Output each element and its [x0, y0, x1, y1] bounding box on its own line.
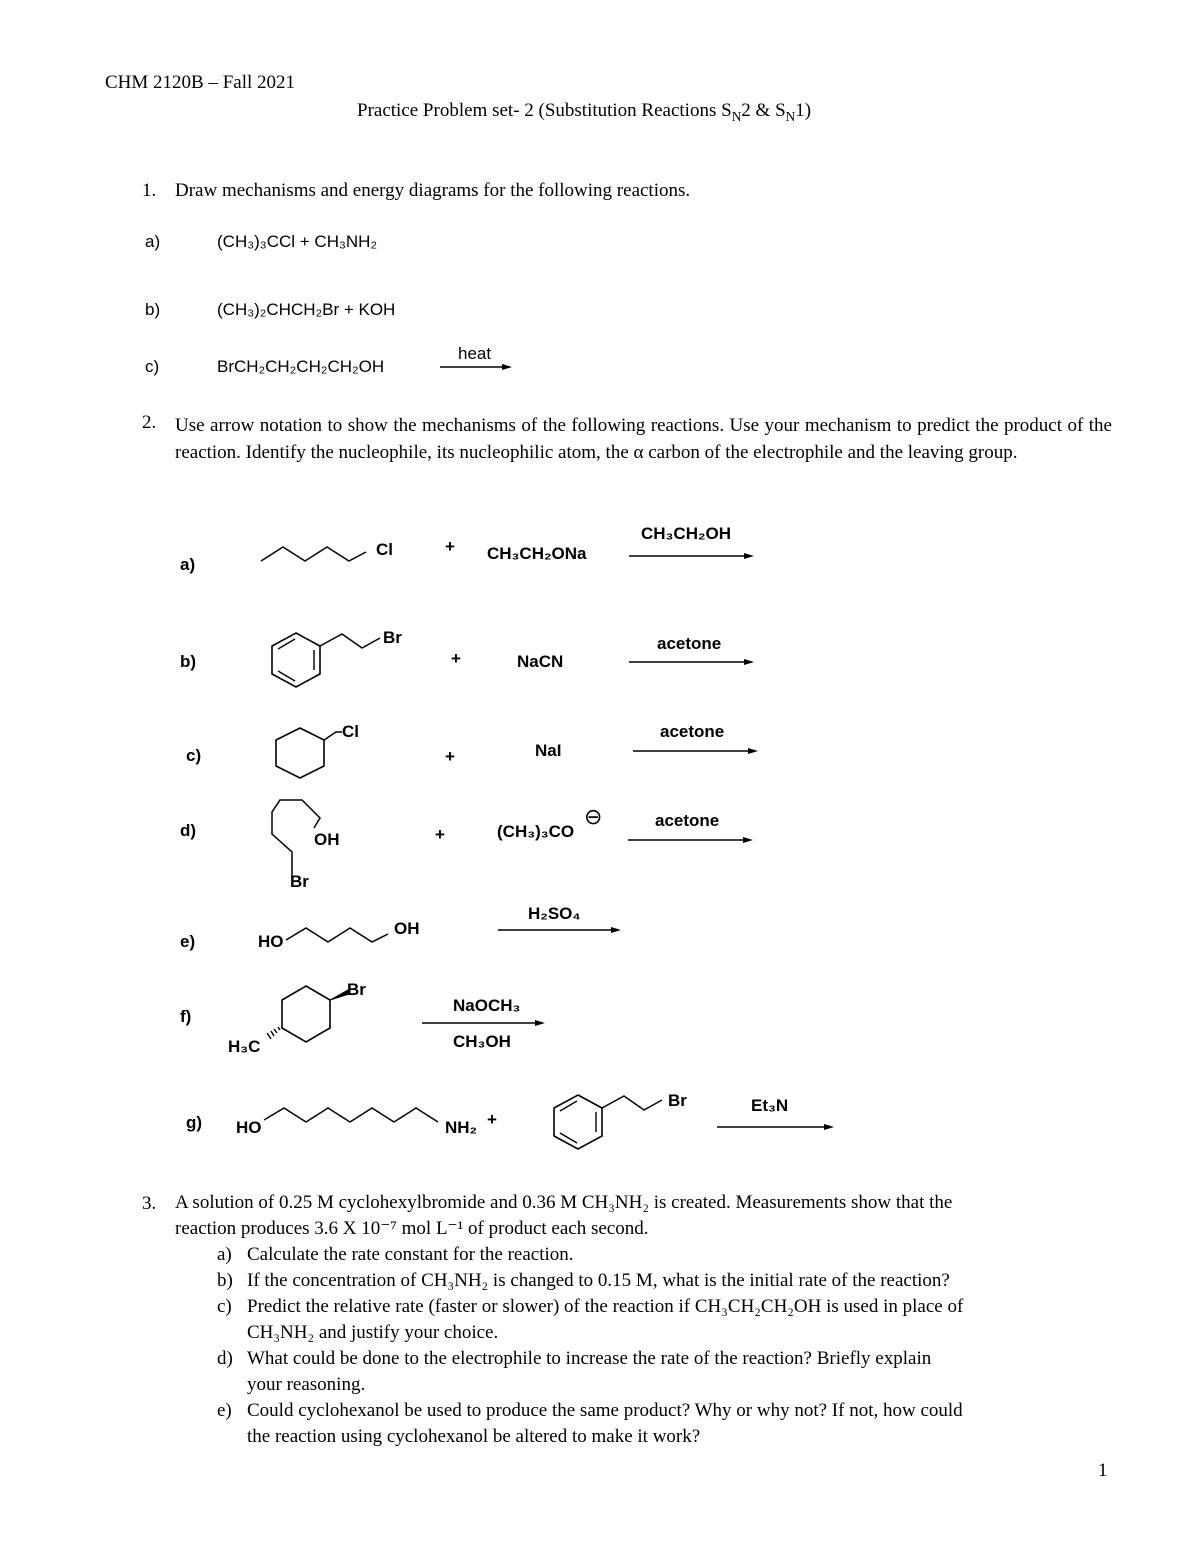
q2g-ho: HO: [236, 1118, 262, 1137]
q2a-plus: +: [445, 537, 455, 556]
q2e-oh: OH: [394, 919, 420, 938]
bromomethylcyclohexane-structure: [250, 978, 360, 1058]
q2g-label: g): [186, 1113, 203, 1132]
q3-item-label: a): [217, 1244, 232, 1265]
q2b-arrow: [627, 655, 757, 669]
q3-item-text: What could be done to the electrophile to increase the rate of the reaction? Briefly explain: [247, 1348, 932, 1369]
q2e-ho: HO: [258, 932, 284, 951]
q1c-label: c): [145, 357, 160, 376]
q2e-arrow: [496, 923, 626, 937]
q2c-arrow: [631, 744, 761, 758]
q3-item-label: e): [217, 1400, 232, 1421]
q2d-charge: ⊖: [584, 804, 603, 829]
q2d-condition: acetone: [655, 811, 720, 830]
q2g-arrow: [715, 1120, 837, 1134]
q3-item-d-cont: your reasoning.: [247, 1374, 366, 1395]
q2a-condition: CH₃CH₂OH: [641, 524, 732, 543]
q3-item-label: d): [217, 1348, 233, 1369]
q2c-label: c): [186, 746, 202, 765]
q3-item-text: Calculate the rate constant for the reaction.: [247, 1244, 574, 1265]
q1-text: Draw mechanisms and energy diagrams for the following reactions.: [175, 180, 691, 201]
q2f-condition-top: NaOCH₃: [453, 996, 521, 1015]
title-part: 1): [795, 100, 812, 121]
q2d-br: Br: [290, 872, 309, 891]
q3-item-label: c): [217, 1296, 232, 1317]
q2a-label: a): [180, 555, 196, 574]
q2-number: 2.: [142, 412, 157, 433]
q1b-reaction: (CH₃)₂CHCH₂Br + KOH: [217, 300, 396, 319]
q2g-nh2: NH₂: [445, 1118, 478, 1137]
q2d-label: d): [180, 821, 197, 840]
q2c-condition: acetone: [660, 722, 725, 741]
q2d-arrow: [626, 833, 756, 847]
q3-intro-line2: reaction produces 3.6 X 10⁻⁷ mol L⁻¹ of product each second.: [175, 1218, 649, 1239]
q3-item-text: Could cyclohexanol be used to produce the same product? Why or why not? If not, how could: [247, 1400, 963, 1421]
q3-item-text: Predict the relative rate (faster or slower) of the reaction if CH₃CH₂CH₂OH is used in place of: [247, 1296, 964, 1317]
q2d-oh: OH: [314, 830, 340, 849]
q2f-arrow: [420, 1016, 550, 1030]
q2d-reagent: (CH₃)₃CO: [497, 822, 575, 841]
q2b-substituent: Br: [383, 628, 402, 647]
course-title: CHM 2120B – Fall 2021: [105, 72, 296, 93]
q1b-label: b): [145, 300, 161, 319]
q3-item-b: [175, 1268, 1115, 1294]
page-number: 1: [1098, 1460, 1108, 1481]
q2a-substituent: Cl: [376, 540, 393, 559]
q3-item-a: [175, 1242, 1115, 1268]
q3-item-label: b): [217, 1270, 233, 1291]
q3-number: 3.: [142, 1193, 157, 1214]
title-sub: N: [731, 108, 742, 124]
q3-item-e: [175, 1398, 1115, 1424]
q1c-condition: heat: [458, 344, 492, 363]
q2f-condition-bottom: CH₃OH: [453, 1032, 511, 1051]
q2f-methyl: H₃C: [228, 1037, 261, 1056]
q3-item-e-cont: the reaction using cyclohexanol be altered to make it work?: [247, 1426, 701, 1447]
q2c-substituent: Cl: [342, 722, 359, 741]
q2g-condition: Et₃N: [751, 1096, 789, 1115]
q2f-label: f): [180, 1007, 192, 1026]
q2d-plus: +: [435, 825, 445, 844]
q2b-plus: +: [451, 649, 461, 668]
q2b-condition: acetone: [657, 634, 722, 653]
q3-item-d: [175, 1346, 1115, 1372]
q2g-substituent: Br: [668, 1091, 687, 1110]
q2e-label: e): [180, 932, 196, 951]
q2a-reagent: CH₃CH₂ONa: [487, 544, 587, 563]
q3-item-text: If the concentration of CH₃NH₂ is changed to 0.15 M, what is the initial rate of the reaction?: [247, 1270, 950, 1291]
phenethyl-bromide-structure: [262, 628, 392, 692]
q3-item-c-cont: CH₃NH₂ and justify your choice.: [247, 1322, 499, 1343]
q1c-reaction: BrCH₂CH₂CH₂CH₂OH: [217, 357, 385, 376]
q1a-label: a): [145, 232, 161, 251]
q2b-label: b): [180, 652, 197, 671]
phenethyl-bromide-structure-g: [544, 1090, 674, 1154]
q1c-arrow: [438, 360, 514, 374]
q2c-reagent: NaI: [535, 741, 562, 760]
pentyl-chain-structure: [258, 538, 378, 568]
title-sub: N: [785, 108, 796, 124]
title-part: 2 & S: [741, 100, 786, 121]
q3-item-c: [175, 1294, 1115, 1320]
q2e-condition: H₂SO₄: [528, 904, 581, 923]
butanediol-chain-structure: [284, 920, 400, 950]
q2b-reagent: NaCN: [517, 652, 564, 671]
page-title: [357, 100, 811, 125]
title-part: Practice Problem set- 2 (Substitution Reactions S: [357, 100, 732, 121]
q2c-plus: +: [445, 747, 455, 766]
q2f-br: Br: [347, 980, 366, 999]
q2a-arrow: [627, 549, 757, 563]
q1a-reaction: (CH₃)₃CCl + CH₃NH₂: [217, 232, 378, 251]
q2-text: Use arrow notation to show the mechanisms of the following reactions. Use your mechanism to predict the product of the reaction. Identify the nucleophile, its nucleophilic atom, the α carbon of the electrophile and the leaving group.: [175, 415, 1112, 463]
q2g-plus: +: [487, 1110, 497, 1129]
q3-body: [175, 1190, 1115, 1450]
q1-number: 1.: [142, 180, 157, 201]
q3-intro-line1: A solution of 0.25 M cyclohexylbromide and 0.36 M CH₃NH₂ is created. Measurements show that the: [175, 1192, 953, 1213]
aminoheptanol-chain-structure: [262, 1100, 452, 1130]
